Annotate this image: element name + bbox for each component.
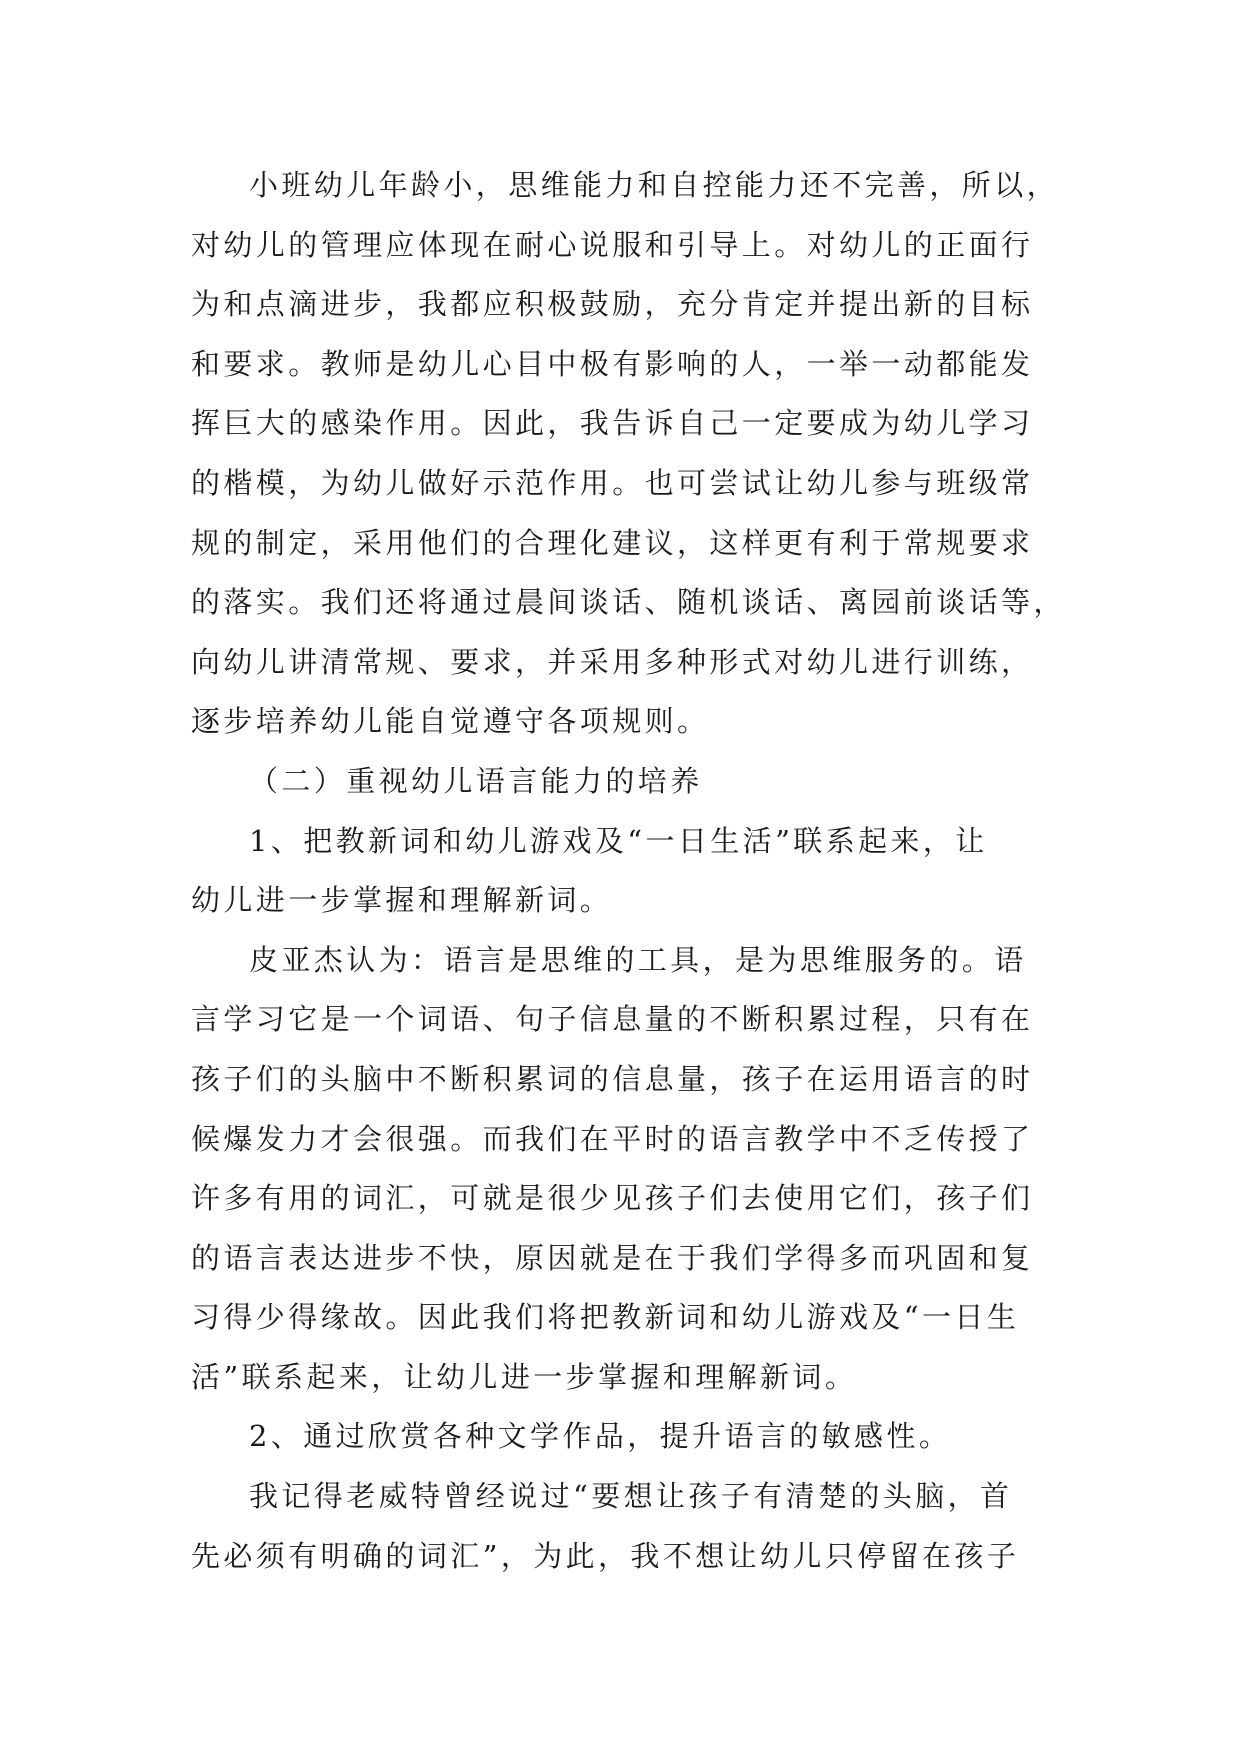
text-line: 挥巨大的感染作用。因此，我告诉自己一定要成为幼儿学习 [191,406,1034,441]
paragraph-item-1 [191,812,1051,931]
text-line: 活”联系起来，让幼儿进一步掌握和理解新词。 [191,1359,858,1394]
paragraph-piaget [191,931,1051,1408]
text-line: 2、通过欣赏各种文学作品，提升语言的敏感性。 [249,1419,952,1454]
text-line: 皮亚杰认为：语言是思维的工具，是为思维服务的。语 [249,942,1027,977]
text-line: 习得少得缘故。因此我们将把教新词和幼儿游戏及“一日生 [191,1300,1020,1335]
text-line: 对幼儿的管理应体现在耐心说服和引导上。对幼儿的正面行 [191,227,1034,262]
text-line: 许多有用的词汇，可就是很少见孩子们去使用它们，孩子们 [191,1181,1034,1216]
text-line: 向幼儿讲清常规、要求，并采用多种形式对幼儿进行训练， [191,644,1034,679]
text-line: 的语言表达进步不快，原因就是在于我们学得多而巩固和复 [191,1240,1034,1275]
text-line: 我记得老威特曾经说过“要想让孩子有清楚的头脑，首 [249,1479,1013,1514]
paragraph-classroom-management [191,156,1066,752]
text-line: 的楷模，为幼儿做好示范作用。也可尝试让幼儿参与班级常 [191,465,1034,500]
text-line: 规的制定，采用他们的合理化建议，这样更有利于常规要求 [191,525,1034,560]
paragraph-item-2 [191,1407,1051,1467]
text-line: 候爆发力才会很强。而我们在平时的语言教学中不乏传授了 [191,1121,1034,1156]
text-line: 逐步培养幼儿能自觉遵守各项规则。 [191,704,710,739]
text-line: 为和点滴进步，我都应积极鼓励，充分肯定并提出新的目标 [191,287,1034,322]
text-line: 言学习它是一个词语、句子信息量的不断积累过程，只有在 [191,1002,1034,1037]
text-line: 先必须有明确的词汇”，为此，我不想让幼儿只停留在孩子 [191,1538,1020,1573]
text-line: 孩子们的头脑中不断积累词的信息量，孩子在运用语言的时 [191,1061,1034,1096]
text-line: 1、把教新词和幼儿游戏及“一日生活”联系起来，让 [249,823,988,858]
text-line: 的落实。我们还将通过晨间谈话、随机谈话、离园前谈话等， [191,585,1066,620]
section-heading-text: （二）重视幼儿语言能力的培养 [249,763,703,798]
document-body [191,156,1066,1586]
paragraph-witte [191,1467,1051,1586]
text-line: 小班幼儿年龄小，思维能力和自控能力还不完善，所以， [249,168,1060,202]
text-line: 幼儿进一步掌握和理解新词。 [191,883,613,918]
section-heading-language [191,752,1051,812]
text-line: 和要求。教师是幼儿心目中极有影响的人，一举一动都能发 [191,346,1034,381]
